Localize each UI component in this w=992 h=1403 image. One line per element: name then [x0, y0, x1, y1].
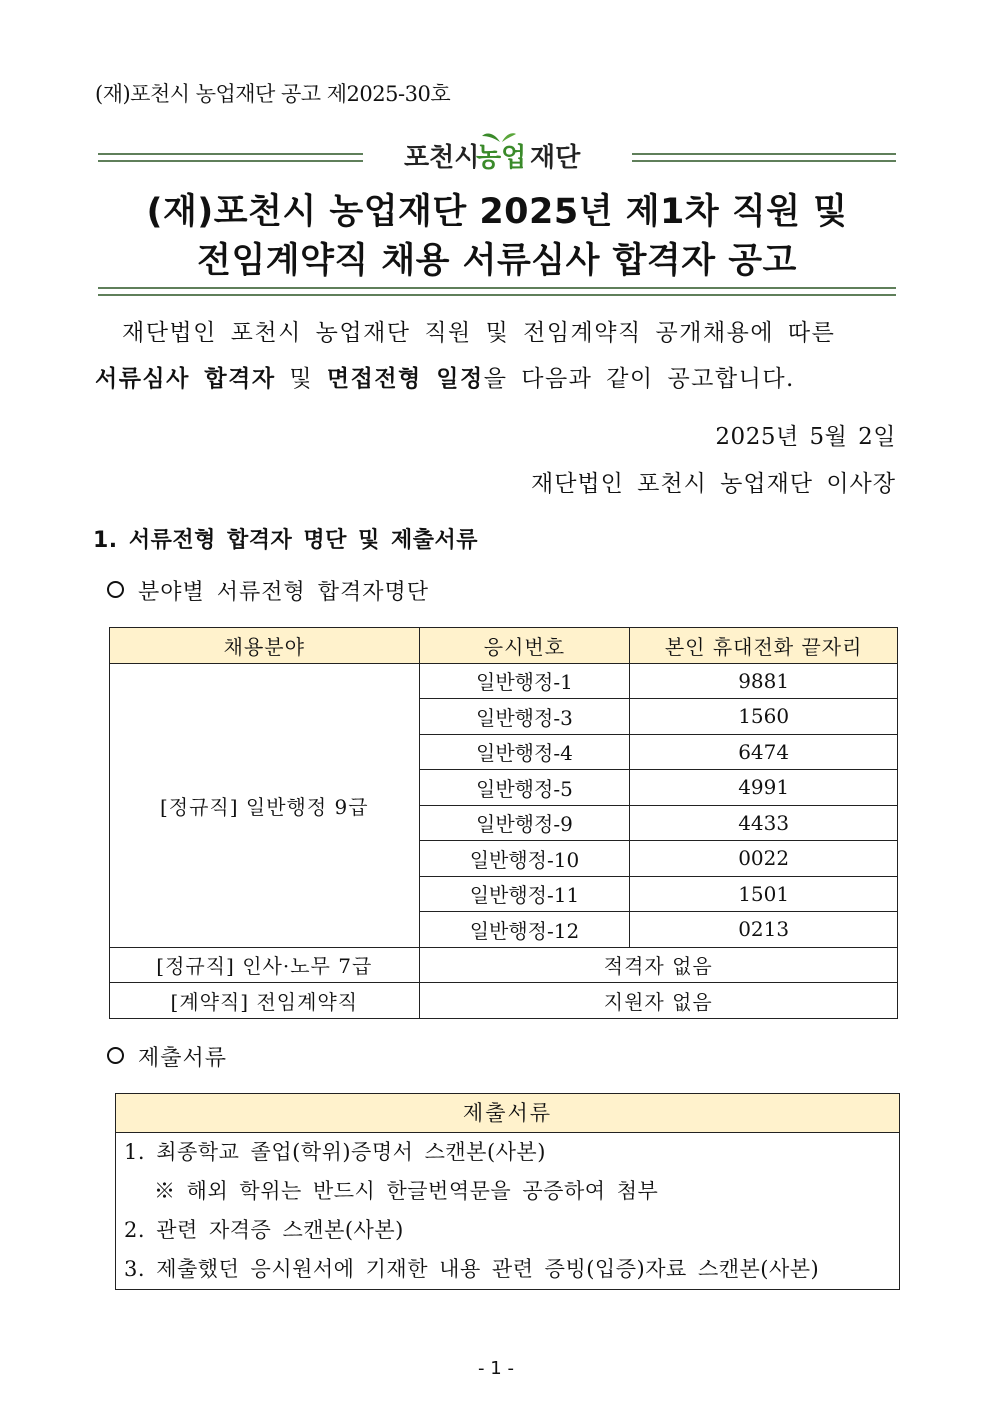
document-item: 1. 최종학교 졸업(학위)증명서 스캔본(사본)	[124, 1140, 546, 1164]
passer-table	[109, 627, 898, 1019]
result-cell: 적격자 없음	[419, 947, 897, 983]
bullet-docs-title	[107, 1041, 227, 1072]
notice-number: (재)포천시 농업재단 공고 제2025-30호	[95, 82, 451, 106]
field-cell: [정규직] 일반행정 9급	[110, 663, 420, 947]
logo-text-1: 포천시	[404, 143, 480, 173]
foundation-logo	[382, 128, 617, 176]
phone-digits-cell: 1560	[630, 699, 898, 735]
intro-line-2	[95, 360, 795, 393]
document-item: 3. 제출했던 응시원서에 기재한 내용 관련 증빙(입증)자료 스캔본(사본)	[124, 1257, 820, 1281]
phone-digits-cell: 9881	[630, 663, 898, 699]
intro-mid: 및	[275, 366, 327, 392]
field-cell: [계약직] 전임계약직	[110, 983, 420, 1019]
circle-bullet-icon	[107, 1047, 124, 1064]
header-field: 채용분야	[110, 628, 420, 664]
applicant-no-cell: 일반행정-5	[419, 770, 630, 806]
field-cell: [정규직] 인사·노무 7급	[110, 947, 420, 983]
title-line-2: 전임계약직 채용 서류심사 합격자 공고	[197, 241, 797, 281]
page-title	[98, 188, 896, 286]
document-note: ※ 해외 학위는 반드시 한글번역문을 공증하여 첨부	[154, 1179, 659, 1203]
bullet-list-title	[107, 575, 429, 606]
header-applicant-no: 응시번호	[419, 628, 630, 664]
documents-header: 제출서류	[116, 1094, 899, 1133]
decorative-rule-left	[98, 153, 363, 162]
page-number: - 1 -	[478, 1358, 514, 1379]
phone-digits-cell: 1501	[630, 876, 898, 912]
title-line-1: (재)포천시 농업재단 2025년 제1차 직원 및	[146, 192, 848, 232]
notice-date: 2025년 5월 2일	[715, 424, 896, 450]
applicant-no-cell: 일반행정-10	[419, 841, 630, 877]
applicant-no-cell: 일반행정-12	[419, 912, 630, 948]
applicant-no-cell: 일반행정-4	[419, 734, 630, 770]
intro-tail: 을 다음과 같이 공고합니다.	[483, 366, 795, 392]
decorative-rule-right	[632, 153, 896, 162]
applicant-no-cell: 일반행정-9	[419, 805, 630, 841]
table-row	[110, 947, 898, 983]
document-item: 2. 관련 자격증 스캔본(사본)	[124, 1218, 404, 1242]
issuer-name: 재단법인 포천시 농업재단 이사장	[531, 471, 896, 497]
table-header-row	[110, 628, 898, 664]
applicant-no-cell: 일반행정-3	[419, 699, 630, 735]
phone-digits-cell: 6474	[630, 734, 898, 770]
table-row	[110, 983, 898, 1019]
result-cell: 지원자 없음	[419, 983, 897, 1019]
bullet-docs-title-text: 제출서류	[138, 1046, 228, 1071]
intro-bold-2: 면접전형 일정	[326, 365, 484, 392]
phone-digits-cell: 0213	[630, 912, 898, 948]
phone-digits-cell: 0022	[630, 841, 898, 877]
phone-digits-cell: 4991	[630, 770, 898, 806]
logo-text-3: 재단	[530, 143, 581, 173]
section-heading: 1. 서류전형 합격자 명단 및 제출서류	[93, 528, 478, 553]
documents-box	[115, 1093, 900, 1290]
bullet-list-title-text: 분야별 서류전형 합격자명단	[138, 580, 430, 605]
intro-line-1: 재단법인 포천시 농업재단 직원 및 전임계약직 공개채용에 따른	[122, 320, 836, 346]
circle-bullet-icon	[107, 581, 124, 598]
decorative-rule-bottom	[98, 287, 896, 296]
phone-digits-cell: 4433	[630, 805, 898, 841]
applicant-no-cell: 일반행정-1	[419, 663, 630, 699]
leaf-icon	[482, 134, 500, 142]
header-phone-digits: 본인 휴대전화 끝자리	[630, 628, 898, 664]
applicant-no-cell: 일반행정-11	[419, 876, 630, 912]
intro-bold-1: 서류심사 합격자	[95, 365, 276, 392]
table-row	[110, 663, 898, 699]
logo-text-2: 농업	[476, 143, 527, 173]
